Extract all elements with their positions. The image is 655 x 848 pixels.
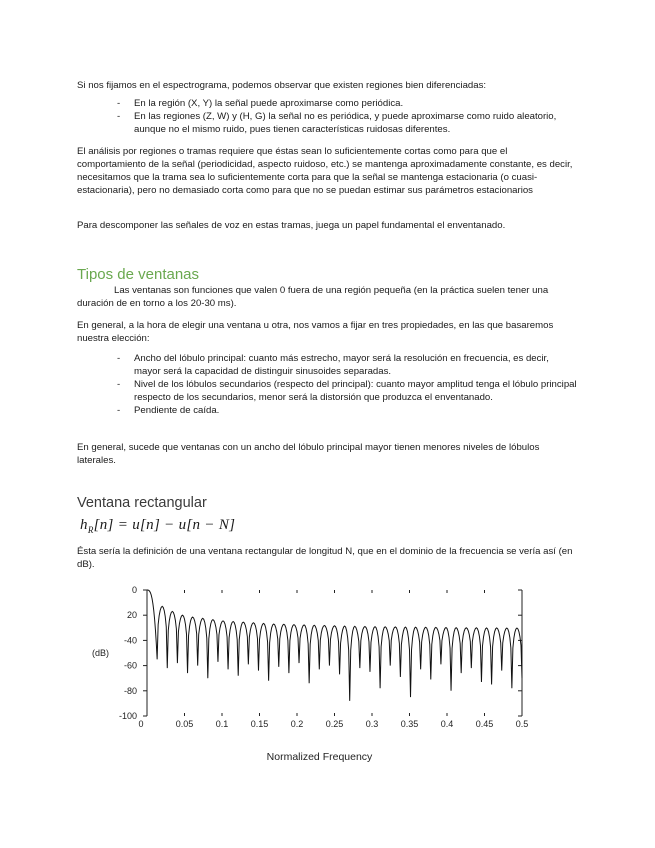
x-tick-label: 0.5 [515,719,529,729]
subsection-title: Ventana rectangular [77,495,207,511]
x-tick-label: 0.2 [290,719,304,729]
y-axis-label: (dB) [92,648,110,658]
analysis-paragraph: El análisis por regiones o tramas requiere que éstas sean lo suficientemente cortas como para que el comportamiento de la señal (periodicidad, aspecto ruidoso, etc.) se mantenga aproximadamente constante, es decir, necesitamos que la trama sea lo suficientemente corta para que la señal se mantenga estacionaria (o cuasi-estacionaria), pero no demasiado corta como para que no se puedan estimar sus parámetros estacionarios [77,146,573,196]
intro-paragraph: Si nos fijamos en el espectrograma, podemos observar que existen regiones bien diferenciadas: [77,80,487,91]
bullet-dash: - [117,405,121,416]
section-title: Tipos de ventanas [77,266,200,283]
bullet-dash: - [117,111,121,122]
x-tick-label: 0.25 [325,719,344,729]
bullet-dash: - [117,379,121,390]
rect-paragraph: Ésta sería la definición de una ventana rectangular de longitud N, que en el dominio de la frecuencia se vería así (en dB). [77,546,573,570]
x-tick-label: 0.35 [400,719,419,729]
y-tick-label: 20 [126,610,137,621]
properties-intro: En general, a la hora de elegir una ventana u otra, nos vamos a fijar en tres propiedades, en las que basaremos nuestra elección: [77,320,554,344]
bullet-dash: - [117,353,121,364]
series-line [147,590,522,701]
x-axis-label: Normalized Frequency [266,751,373,763]
list-item: - En la región (X, Y) la señal puede aproximarse como periódica. [117,98,404,109]
decompose-paragraph: Para descomponer las señales de voz en estas tramas, juega un papel fundamental el enventanado. [77,220,506,231]
y-tick-label: -80 [123,685,137,696]
properties-summary: En general, sucede que ventanas con un ancho del lóbulo principal mayor tienen menores niveles de lóbulos laterales. [77,442,540,466]
list-item: - Pendiente de caída. [117,405,220,416]
list-item: - En las regiones (Z, W) y (H, G) la señal no es periódica, y puede aproximarse como ruido aleatorio, aunque no el mismo ruido, pues tienen características ruidosas diferentes. [117,111,557,135]
x-tick-label: 0 [138,719,144,729]
x-tick-label: 0.1 [215,719,229,729]
list-item: - Ancho del lóbulo principal: cuanto más estrecho, mayor será la resolución en frecuencia, es decir, mayor será la capacidad de distinguir sinusoides separadas. [117,353,549,377]
y-tick-label: -100 [118,711,137,721]
x-tick-label: 0.05 [175,719,194,729]
rect-window-formula: $h_R[n] = u[n] - u[n - N]$ [80,517,236,535]
y-tick-label: -40 [123,635,137,646]
y-tick-label: -60 [123,660,137,671]
x-tick-label: 0.4 [440,719,454,729]
y-tick-label: 0 [131,585,137,595]
x-tick-label: 0.45 [475,719,494,729]
x-tick-label: 0.3 [365,719,379,729]
x-tick-label: 0.15 [250,719,269,729]
bullet-dash: - [117,98,121,109]
section-paragraph: Las ventanas son funciones que valen 0 fuera de una región pequeña (en la práctica suelen tener una duración de en torno a los 20-30 ms). [77,285,549,309]
list-item: - Nivel de los lóbulos secundarios (respecto del principal): cuanto mayor amplitud tenga el lóbulo principal respecto de los secundarios, menor será la distorsión que produzca el enventanado. [117,379,577,403]
